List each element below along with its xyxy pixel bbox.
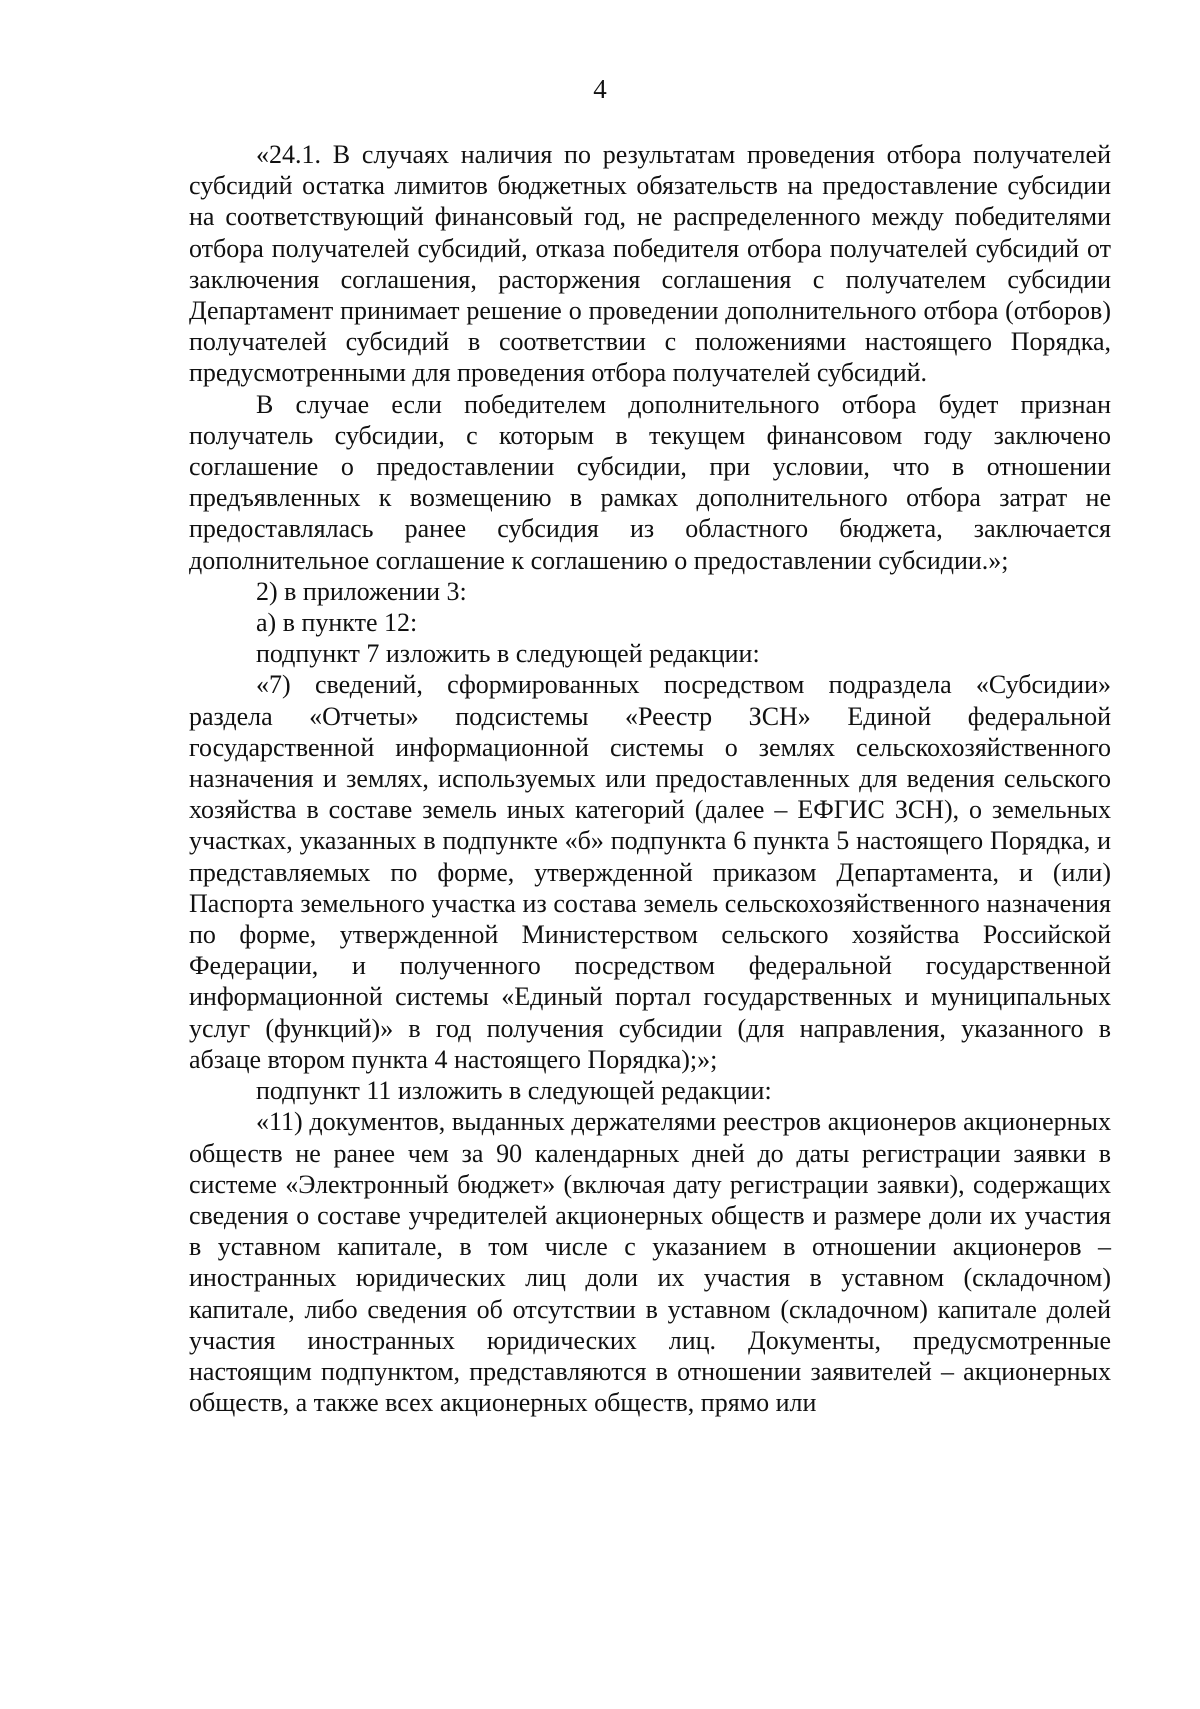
document-body: [189, 139, 1111, 1418]
paragraph-24-1: «24.1. В случаях наличия по результатам проведения отбора получателей субсидий остатка лимитов бюджетных обязательств на предоставление субсидии на соответствующий финансовый год, не распределенного между победителями отбора получателей субсидий, отказа победителя отбора получателей субсидий от заключения соглашения, расторжения соглашения с получателем субсидии Департамент принимает решение о проведении дополнительного отбора (отборов) получателей субсидий в соответствии с положениями настоящего Порядка, предусмотренными для проведения отбора получателей субсидий.: [189, 140, 1111, 388]
paragraph-subpoint-7-text: «7) сведений, сформированных посредством подраздела «Субсидии» раздела «Отчеты» подсистемы «Реестр ЗСН» Единой федеральной государственной информационной системы о землях сельскохозяйственного назначения и землях, используемых или предоставленных для ведения сельского хозяйства в составе земель иных категорий (далее – ЕФГИС ЗСН), о земельных участках, указанных в подпункте «б» подпункта 6 пункта 5 настоящего Порядка, и представляемых по форме, утвержденной приказом Департамента, и (или) Паспорта земельного участка из состава земель сельскохозяйственного назначения по форме, утвержденной Министерством сельского хозяйства Российской Федерации, и полученного посредством федеральной государственной информационной системы «Единый портал государственных и муниципальных услуг (функций)» в год получения субсидии (для направления, указанного в абзаце втором пункта 4 настоящего Порядка);»;: [189, 670, 1111, 1074]
paragraph-subpoint-11-text: «11) документов, выданных держателями реестров акционеров акционерных обществ не ранее чем за 90 календарных дней до даты регистрации заявки в системе «Электронный бюджет» (включая дату регистрации заявки), содержащих сведения о составе учредителей акционерных обществ и размере доли их участия в уставном капитале, в том числе с указанием в отношении акционеров – иностранных юридических лиц доли их участия в уставном (складочном) капитале, либо сведения об отсутствии в уставном (складочном) капитале долей участия иностранных юридических лиц. Документы, предусмотренные настоящим подпунктом, представляются в отношении заявителей – акционерных обществ, а также всех акционерных обществ, прямо или: [189, 1107, 1111, 1418]
paragraph-subpoint-11-intro: подпункт 11 изложить в следующей редакции:: [256, 1076, 772, 1106]
page-number: 4: [593, 74, 607, 104]
paragraph-point-12: а) в пункте 12:: [256, 608, 418, 638]
paragraph-appendix-3: 2) в приложении 3:: [256, 576, 467, 606]
paragraph-additional-selection: В случае если победителем дополнительного отбора будет признан получатель субсидии, с которым в текущем финансовом году заключено соглашение о предоставлении субсидии, при условии, что в отношении предъявленных к возмещению в рамках дополнительного отбора затрат не предоставлялась ранее субсидия из областного бюджета, заключается дополнительное соглашение к соглашению о предоставлении субсидии.»;: [189, 389, 1111, 575]
paragraph-subpoint-7-intro: подпункт 7 изложить в следующей редакции:: [256, 639, 760, 669]
